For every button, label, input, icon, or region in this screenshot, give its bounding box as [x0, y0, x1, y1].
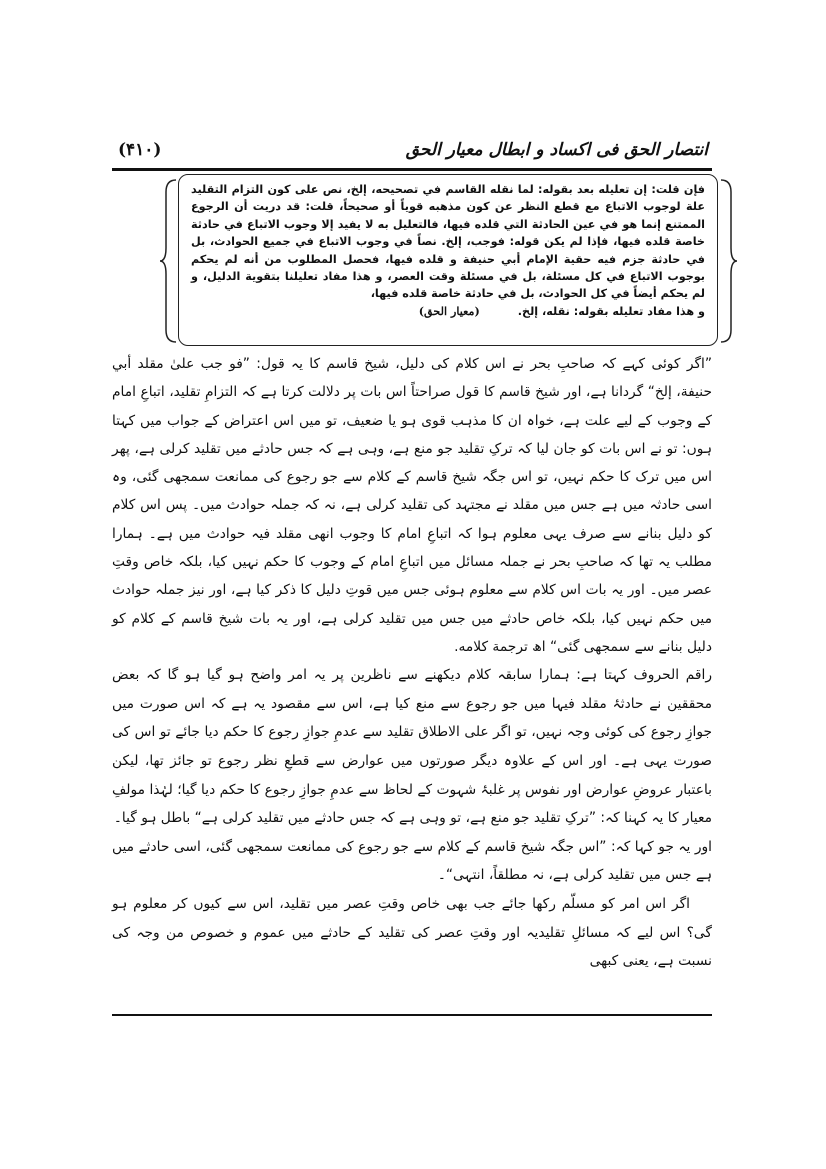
- header-rule: [112, 168, 712, 171]
- paragraph-argument: اگر اس امر کو مسلّم رکھا جائے جب بھی خاص وقتِ عصر میں تقلید، اس سے کیوں کر معلوم ہو گی؟ اس لیے کہ مسائلِ تقلیدیہ اور وقتِ عصر کی تقلید کے حادثے میں عموم و خصوص من وجہ کی نسبت ہے، یعنی کبھی: [112, 896, 712, 970]
- page-number: (۴۱۰): [118, 140, 162, 160]
- bottom-rule: [112, 1014, 712, 1016]
- running-header: [118, 130, 708, 170]
- header-title: انتصار الحق فی اکساد و ابطال معیار الحق: [405, 140, 708, 160]
- paragraph-quote-rebuttal: اور یہ جو کہا کہ: ”اس جگہ شیخ قاسم کے کلام سے جو رجوع کی ممانعت سمجھی گئی، اسی حادثے میں ہے جس میں تقلید کرلی ہے، نہ مطلقاً، انتہی“۔: [112, 838, 712, 884]
- body-text: [112, 350, 712, 976]
- arabic-quote-box: [178, 174, 718, 346]
- arabic-quote-text: فإن قلت: إن تعليله بعد بقوله: لما نقله القاسم في تصحيحه، إلخ، نص على كون التزام التقليد علة لوجوب الاتباع مع قطع النظر عن كون مذهبه قوياً أو صحيحاً، قلت: قد دريت أن الرجوع الممتنع إنما هو في عين الحادثة التي قلده فيها، فالتعليل به لا يفيد إلا وجوب الاتباع في حادثة خاصة قلده فيها، فإذا لم يكن قوله: فوجب، إلخ. نصاً في وجوب الاتباع في جميع الحوادث، بل في حادثة جزم فيه حقية الإمام أبي حنيفة و قلده فيها، فحصل المطلوب من أنه لم يحكم بوجوب الاتباع في كل مسئلة، بل في مسئلة وقت العصر، و هذا مفاد تعليلنا بتقوية الدليل، و لم يحكم أيضاً في كل الحوادث، بل في حادثة خاصة قلده فيها،: [191, 183, 705, 301]
- quote-closing: و هذا مفاد تعليله بقوله: نقله، إلخ.: [517, 304, 705, 318]
- quote-source-line: [191, 303, 705, 320]
- paragraph-translation: ”اگر کوئی کہے کہ صاحبِ بحر نے اس کلام کی دلیل، شیخ قاسم کا یہ قول: ”فو جب علیٰ مقلد أبي حنیفة، إلخ“ گردانا ہے، اور شیخ قاسم کا قول صراحتاً اس بات پر دلالت کرتا ہے کہ التزامِ تقلید، اتباعِ امام کے وجوب کے لیے علت ہے، خواہ ان کا مذہب قوی ہو یا ضعیف، تو میں اس اعتراض کے جواب میں کہتا ہوں: تو نے اس بات کو جان لیا کہ ترکِ تقلید جو منع ہے، وہی ہے کہ جس حادثے میں تقلید کرلی ہے، پھر اس میں ترک کا حکم نہیں، تو اس جگہ شیخ قاسم کے کلام سے جو رجوع کی ممانعت سمجھی گئی، وہ اسی حادثہ میں ہے جس میں مقلد نے مجتہد کی تقلید کرلی ہے، نہ کہ جملہ حوادث میں۔ پس اس کلام کو دلیل بنانے سے صرف یہی معلوم ہوا کہ اتباعِ امام کا وجوب انھی مقلد فیہ حوادث میں ہے۔ ہمارا مطلب یہ تھا کہ صاحبِ بحر نے جملہ مسائل میں اتباعِ امام کے وجوب کا حکم نہیں کیا، بلکہ خاص وقتِ عصر میں۔ اور یہ بات اس کلام سے معلوم ہوئی جس میں قوتِ دلیل کا ذکر کیا ہے، اور نیز جملہ حوادث میں حکم نہیں کیا، بلکہ خاص حادثے میں جس میں تقلید کرلی ہے، اور یہ بات شیخ قاسم کے کلام کو دلیل بنانے سے سمجھی گئی“ اھ ترجمة كلامه.: [112, 356, 712, 655]
- quote-source: (معیار الحق): [418, 303, 480, 318]
- left-brace-icon: [158, 178, 180, 344]
- right-brace-icon: [717, 178, 739, 344]
- paragraph-author-response: راقم الحروف کہتا ہے: ہمارا سابقہ کلام دیکھنے سے ناظرین پر یہ امر واضح ہو گیا ہو گا کہ بعض محققین نے حادثۂ مقلد فیہا میں جو رجوع سے منع کیا ہے، اس سے مقصود یہ ہے کہ اس صورت میں جوازِ رجوع کی کوئی وجہ نہیں، تو اگر علی الاطلاق تقلید سے عدمِ جوازِ رجوع کا حکم دیا جائے تو اس کی صورت یہی ہے۔ اور اس کے علاوہ دیگر صورتوں میں عوارض سے قطعِ نظر رجوع تو جائز تھا، لیکن باعتبار عروضِ عوارض اور نفوس پر غلبۂ شہوت کے لحاظ سے عدمِ جوازِ رجوع کا حکم دیا گیا؛ لہٰذا مولفِ معیار کا یہ کہنا کہ: ”ترکِ تقلید جو منع ہے، تو وہی ہے کہ جس حادثے میں تقلید کرلی ہے“ باطل ہو گیا۔: [112, 667, 712, 827]
